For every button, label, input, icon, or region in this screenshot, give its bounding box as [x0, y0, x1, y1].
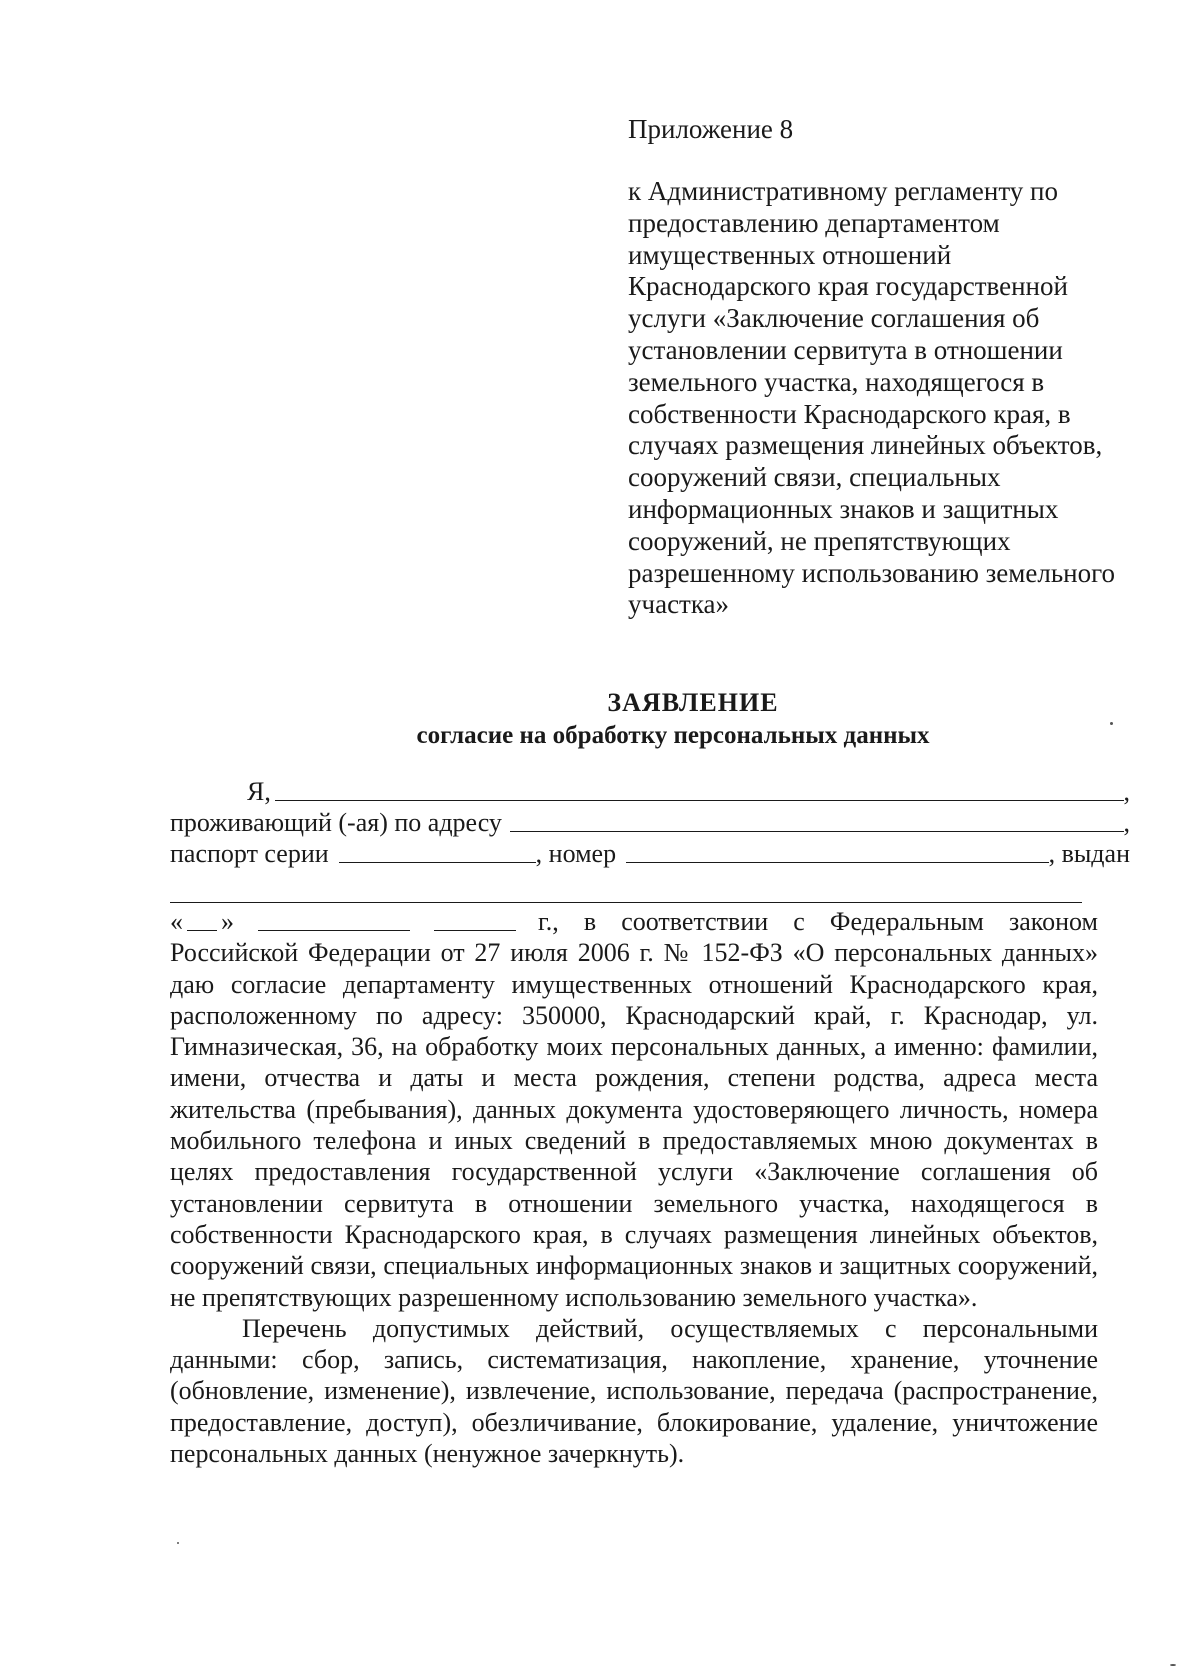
- name-row: [170, 776, 1130, 807]
- issued-label: , выдан: [1048, 839, 1130, 868]
- scan-speck: [1110, 722, 1113, 725]
- passport-series-label: паспорт серии: [170, 839, 329, 868]
- address-label: проживающий (-ая) по адресу: [170, 808, 502, 837]
- date-line: [170, 906, 1098, 937]
- scan-speck: [1170, 1664, 1176, 1666]
- name-end-comma: ,: [1123, 777, 1130, 806]
- date-close-quote: »: [221, 907, 234, 936]
- passport-row: [170, 838, 1130, 869]
- applicant-form: [170, 776, 1130, 869]
- day-blank[interactable]: [187, 906, 217, 931]
- dateline-word: соответствии: [621, 907, 769, 936]
- consent-body: [170, 906, 1098, 1469]
- appendix-block: [628, 112, 1128, 621]
- dateline-rest: [516, 906, 1098, 937]
- appendix-reference-text: к Административному регламенту по предоставлению департаментом имущественных отношений Краснодарского края государственной услуги «Заключение соглашения об установлении сервитута в отношении земельного участка, находящегося в собственности Краснодарского края, в случаях размещения линейных объектов, сооружений связи, специальных информационных знаков и защитных сооружений, не препятствующих разрешенному использованию земельного участка»: [628, 176, 1116, 620]
- name-label: Я,: [247, 777, 271, 806]
- issued-by-blank[interactable]: [170, 902, 1082, 903]
- document-title: ЗАЯВЛЕНИЕ: [607, 688, 779, 717]
- passport-number-label: , номер: [535, 839, 617, 868]
- address-row: [170, 807, 1130, 838]
- year-suffix: г.,: [538, 907, 559, 936]
- address-end-comma: ,: [1123, 808, 1130, 837]
- year-blank[interactable]: [434, 906, 516, 931]
- dateline-word: Федеральным: [829, 907, 984, 936]
- consent-paragraph: Российской Федерации от 27 июля 2006 г. № 152-ФЗ «О персональных данных» даю согласие департаменту имущественных отношений Краснодарского края, расположенному по адресу: 350000, Краснодарский край, г. Краснодар, ул. Гимназическая, 36, на обработку моих персональных данных, а именно: фамилии, имени, отчества и даты и места рождения, степени родства, адреса места жительства (пребывания), данных документа удостоверяющего личность, номера мобильного телефона и иных сведений в предоставляемых мною документах в целях предоставления государственной услуги «Заключение соглашения об установлении сервитута в отношении земельного участка, находящегося в собственности Краснодарского края, в случаях размещения линейных объектов, сооружений связи, специальных информационных знаков и защитных сооружений, не препятствующих разрешенному использованию земельного участка».: [170, 938, 1098, 1312]
- dateline-word: в: [583, 907, 597, 936]
- name-blank[interactable]: [275, 776, 1124, 801]
- document-subtitle: согласие на обработку персональных данных: [416, 722, 930, 749]
- passport-series-blank[interactable]: [339, 838, 536, 863]
- actions-paragraph: Перечень допустимых действий, осуществляемых с персональными данными: сбор, запись, систематизация, накопление, хранение, уточнение (обновление, изменение), извлечение, использование, передача (распространение, предоставление, доступ), обезличивание, блокирование, удаление, уничтожение персональных данных (ненужное зачеркнуть).: [170, 1313, 1098, 1469]
- date-open-quote: «: [170, 907, 183, 936]
- dateline-word: законом: [1008, 907, 1098, 936]
- scan-speck: [177, 1542, 179, 1544]
- month-blank[interactable]: [258, 906, 410, 931]
- appendix-title: Приложение 8: [628, 114, 794, 144]
- passport-number-blank[interactable]: [626, 838, 1048, 863]
- address-blank[interactable]: [510, 807, 1124, 832]
- dateline-word: с: [793, 907, 805, 936]
